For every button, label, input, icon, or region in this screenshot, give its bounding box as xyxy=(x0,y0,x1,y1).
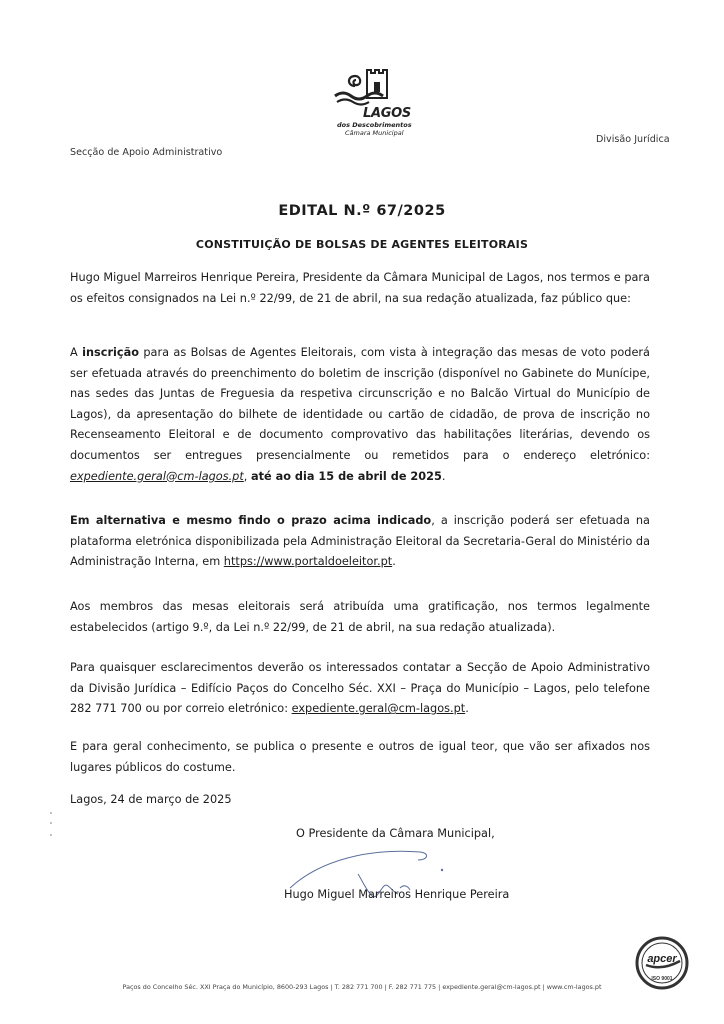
section-label: Secção de Apoio Administrativo xyxy=(70,147,223,158)
paragraph-registration xyxy=(70,343,650,487)
text-segment: . xyxy=(465,702,469,716)
deadline-text: até ao dia 15 de abril de 2025 xyxy=(250,469,442,483)
logo-name: LAGOS xyxy=(363,106,411,121)
apcer-certification-seal-icon xyxy=(634,935,690,991)
emphasis-alternative: Em alternativa e mesmo findo o prazo acima indicado xyxy=(70,514,432,527)
signatory-name: Hugo Miguel Marreiros Henrique Pereira xyxy=(284,888,510,901)
text-segment: . xyxy=(441,469,446,483)
email-link[interactable]: expediente.geral@cm-lagos.pt xyxy=(291,702,466,716)
text-segment: A xyxy=(70,346,83,359)
paragraph-intro: Hugo Miguel Marreiros Henrique Pereira, Presidente da Câmara Municipal de Lagos, nos termos e para os efeitos consignados na Lei n.º 22/99, de 21 de abril, na sua redação atualizada, faz público que: xyxy=(70,271,650,305)
apcer-brand: apcer xyxy=(647,953,677,965)
text-segment: , a inscrição poderá ser efetuada na plataforma eletrónica disponibilizada pela Administração Eleitoral da Secretaria-Geral do Ministério da Administração Interna, em xyxy=(70,514,650,569)
logo-subtitle: dos Descobrimentos xyxy=(337,121,412,129)
paragraph-closing: E para geral conhecimento, se publica o presente e outros de igual teor, que vão ser afixados nos lugares públicos do costume. xyxy=(70,740,650,774)
lagos-logo xyxy=(333,68,413,138)
text-segment: Para quaisquer esclarecimentos deverão os interessados contatar a Secção de Apoio Administrativo da Divisão Jurídica – Edifício Paços do Concelho Séc. XXI – Praça do Município – Lagos, pelo telefone 282 771 700 ou por correio eletrónico: xyxy=(70,661,650,716)
text-segment: , xyxy=(243,469,251,483)
page-subtitle: CONSTITUIÇÃO DE BOLSAS DE AGENTES ELEITORAIS xyxy=(195,238,529,251)
email-link[interactable]: expediente.geral@cm-lagos.pt xyxy=(70,469,244,483)
apcer-standard: ISO 9001 xyxy=(651,976,673,982)
paragraph-gratification: Aos membros das mesas eleitorais será atribuída uma gratificação, nos termos legalmente estabelecidos (artigo 9.º, da Lei n.º 22/99, de 21 de abril, na sua redação atualizada). xyxy=(70,600,650,634)
emphasis-inscricao: inscrição xyxy=(82,346,139,359)
margin-marks xyxy=(48,810,54,844)
paragraph-alternative xyxy=(70,511,650,573)
logo-org: Câmara Municipal xyxy=(345,129,404,137)
text-segment: . xyxy=(392,555,396,569)
division-label: Divisão Jurídica xyxy=(596,134,670,145)
page-footer: Paços do Concelho Séc. XXI Praça do Município, 8600-293 Lagos | T. 282 771 700 | F. 282 771 775 | expediente.geral@cm-lagos.pt | www.cm-lagos.pt xyxy=(122,983,602,991)
portal-link[interactable]: https://www.portaldoeleitor.pt xyxy=(223,555,393,569)
document-date: Lagos, 24 de março de 2025 xyxy=(70,793,232,806)
signatory-title: O Presidente da Câmara Municipal, xyxy=(296,827,495,840)
text-segment: para as Bolsas de Agentes Eleitorais, com vista à integração das mesas de voto poderá ser efetuada através do preenchimento do boletim de inscrição (disponível no Gabinete do Munícipe, nas sedes das Juntas de Freguesia da respetiva circunscrição e no Balcão Virtual do Município de Lagos), da apresentação do bilhete de identidade ou cartão de cidadão, de prova de inscrição no Recenseamento Eleitoral e de documento comprovativo das habilitações literárias, devendo os documentos ser entregues presencialmente ou remetidos para o endereço eletrónico: xyxy=(70,346,650,462)
paragraph-contact xyxy=(70,658,650,720)
page-title: EDITAL N.º 67/2025 xyxy=(278,203,446,219)
